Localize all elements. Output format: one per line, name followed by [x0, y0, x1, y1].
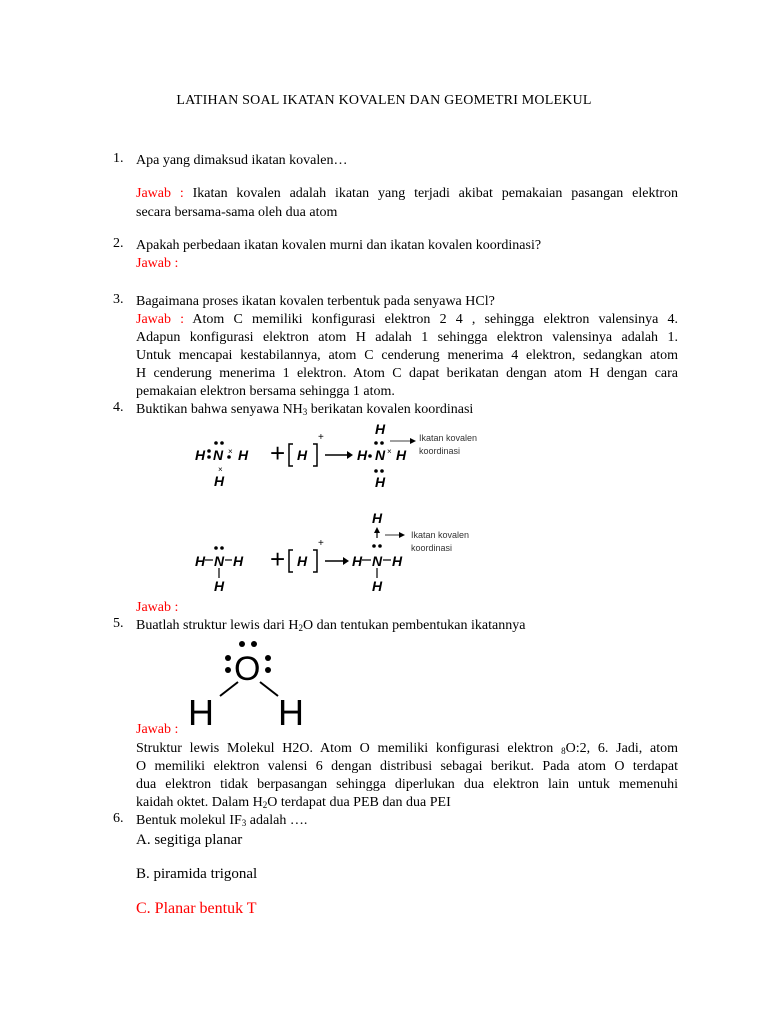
- question-4-text: Buktikan bahwa senyawa $NH_3$ berikatan kovalen koordinasi: [136, 402, 474, 417]
- question-6-text: Bentuk molekul $IF_3$ adalah ….: [136, 813, 308, 828]
- label-line-2: koordinasi: [419, 446, 461, 456]
- jawab-label: Jawab :: [136, 600, 179, 615]
- product-atom-h-bottom: H: [372, 578, 383, 594]
- h2o-lewis-structure: [180, 632, 330, 732]
- hydrogen-ion: H: [297, 447, 308, 463]
- jawab-label: Jawab :: [136, 186, 184, 201]
- product-atom-h-left: H: [357, 447, 368, 463]
- jawab-label: Jawab :: [136, 722, 179, 737]
- nh3-dot-structure-diagram: [185, 420, 485, 500]
- label-line-2: koordinasi: [411, 543, 453, 553]
- jawab-label: Jawab :: [136, 312, 185, 327]
- question-4-number: 4.: [113, 400, 124, 415]
- answer-3-line-4: H cenderung menerima 1 elektron. Atom C dapat berikatan dengan atom H dengan cara: [136, 366, 678, 381]
- answer-3-line-2: Adapun konfigurasi elektron atom H adalah 1 sehingga elektron valensinya adalah 1.: [136, 330, 678, 345]
- atom-h-right: H: [278, 692, 304, 732]
- atom-h-bottom: H: [214, 578, 225, 594]
- charge-sign: +: [318, 432, 324, 443]
- svg-text:×: ×: [218, 465, 223, 474]
- product-atom-n: N: [375, 447, 386, 463]
- answer-5-line-4: kaidah oktet. Dalam $H_2O$ terdapat dua PEB dan dua PEI: [136, 795, 451, 810]
- answer-3-line-5: pemakaian elektron bersama sehingga 1 atom.: [136, 384, 395, 399]
- answer-5-line-2: O memiliki elektron valensi 6 dengan distribusi sebagai berikut. Pada atom O terdapat: [136, 759, 678, 774]
- jawab-label: Jawab :: [136, 256, 179, 271]
- question-6-number: 6.: [113, 811, 124, 826]
- nh3-line-structure-diagram: [185, 505, 485, 595]
- question-1-number: 1.: [113, 151, 124, 166]
- atom-h-bottom: H: [214, 473, 225, 489]
- label-line-1: Ikatan kovalen: [419, 433, 478, 443]
- svg-text:×: ×: [387, 447, 392, 456]
- hydrogen-ion: H: [297, 553, 308, 569]
- question-3-text: Bagaimana proses ikatan kovalen terbentuk pada senyawa HCl?: [136, 294, 495, 309]
- answer-3-line-3: Untuk mencapai kestabilannya, atom C cenderung menerima 4 elektron, sedangkan atom: [136, 348, 678, 363]
- answer-1-line-2: secara bersama-sama oleh dua atom: [136, 205, 338, 220]
- page-title: LATIHAN SOAL IKATAN KOVALEN DAN GEOMETRI MOLEKUL: [176, 93, 592, 108]
- product-atom-h-right: H: [396, 447, 407, 463]
- answer-5-line-3: dua elektron tidak berpasangan sehingga diperlukan dua elektron lain untuk memenuhi: [136, 777, 678, 792]
- svg-text:×: ×: [228, 447, 233, 456]
- atom-h-right: H: [238, 447, 249, 463]
- answer-5-line-1: Struktur lewis Molekul H2O. Atom O memiliki konfigurasi elektron $_8$O:2, 6. Jadi, atom: [136, 741, 678, 756]
- question-3-number: 3.: [113, 292, 124, 307]
- question-5-text: Buatlah struktur lewis dari $H_2O$ dan tentukan pembentukan ikatannya: [136, 618, 526, 633]
- question-2-number: 2.: [113, 236, 124, 251]
- atom-h-left: H: [195, 447, 206, 463]
- question-2-text: Apakah perbedaan ikatan kovalen murni dan ikatan kovalen koordinasi?: [136, 238, 542, 253]
- option-b: B. piramida trigonal: [136, 866, 258, 882]
- product-atom-h-top: H: [372, 510, 383, 526]
- plus-sign: +: [270, 544, 286, 574]
- plus-sign: +: [270, 438, 286, 468]
- atom-n: N: [213, 447, 224, 463]
- label-line-1: Ikatan kovalen: [411, 530, 470, 540]
- product-atom-h-left: H: [352, 553, 363, 569]
- option-c-correct: C. Planar bentuk T: [136, 900, 257, 917]
- product-atom-h-right: H: [392, 553, 403, 569]
- product-atom-n: N: [372, 553, 383, 569]
- atom-n: N: [214, 553, 225, 569]
- answer-3-line-1: Jawab : Atom C memiliki konfigurasi elektron 2 4 , sehingga elektron valensinya 4.: [136, 312, 678, 327]
- product-atom-h-top: H: [375, 421, 386, 437]
- answer-1-line-1: Jawab : Ikatan kovalen adalah ikatan yang terjadi akibat pemakaian pasangan elektron: [136, 186, 679, 201]
- atom-h-right: H: [233, 553, 244, 569]
- question-1-text: Apa yang dimaksud ikatan kovalen…: [136, 153, 348, 168]
- product-atom-h-bottom: H: [375, 474, 386, 490]
- question-5-number: 5.: [113, 616, 124, 631]
- atom-o: O: [234, 650, 261, 688]
- option-a: A. segitiga planar: [136, 832, 243, 848]
- charge-sign: +: [318, 538, 324, 549]
- atom-h-left: H: [188, 692, 214, 732]
- atom-h-left: H: [195, 553, 206, 569]
